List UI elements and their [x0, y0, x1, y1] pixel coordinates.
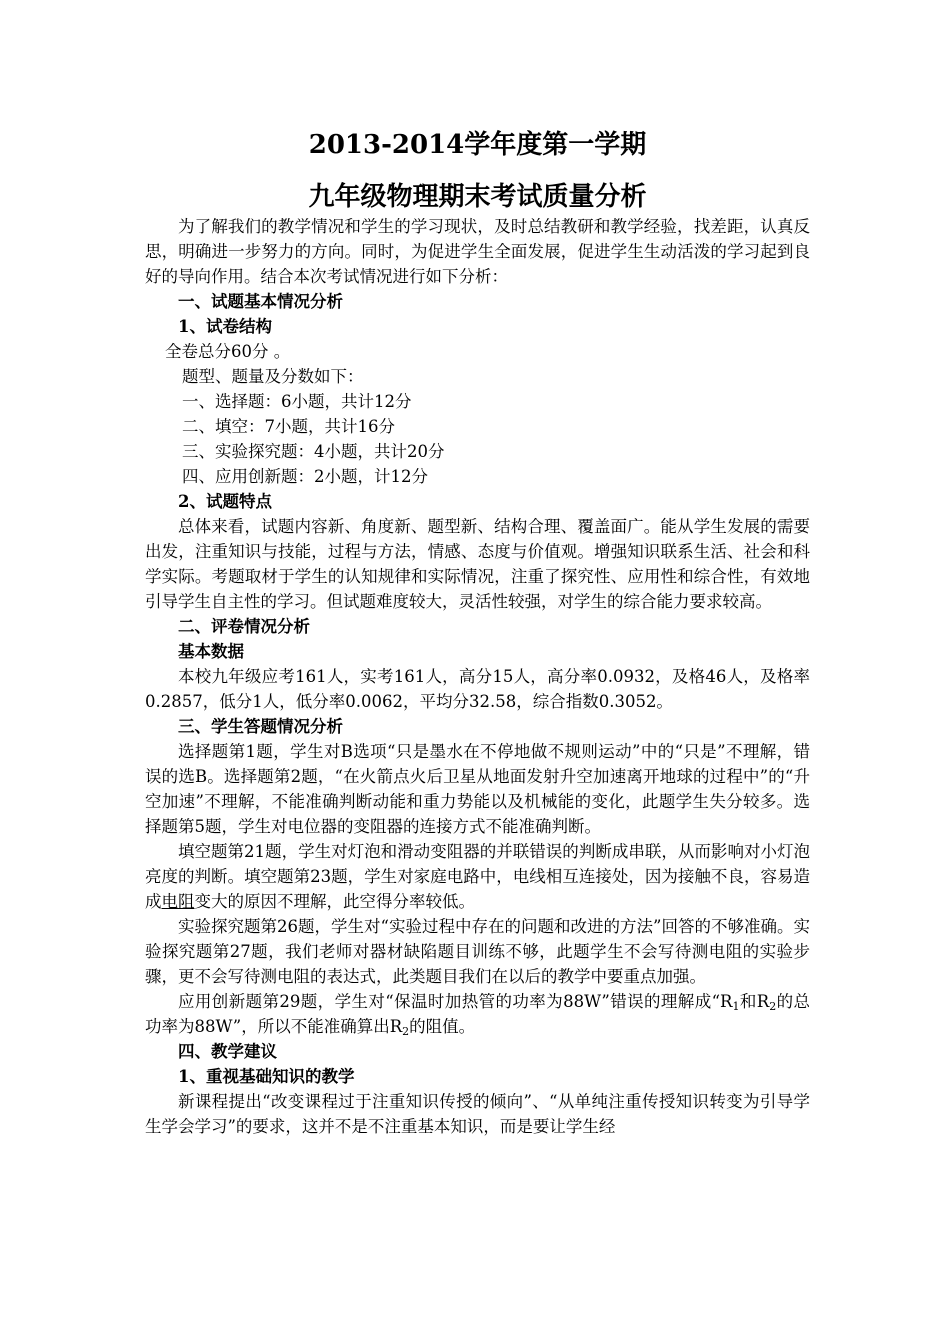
document-page — [145, 130, 810, 1139]
subscript-2: 2 — [769, 1000, 777, 1013]
question-type-line: 四、应用创新题：2小题，计12分 — [182, 467, 428, 486]
fill-analysis-paragraph — [145, 839, 810, 914]
section-1-subheading-structure: 1、试卷结构 — [178, 317, 272, 336]
section-4-heading: 四、教学建议 — [178, 1042, 277, 1061]
app-text-1: 应用创新题第29题，学生对“保温时加热管的功率为88W”错误的理解成“R — [178, 992, 733, 1011]
subscript-1: 1 — [732, 1000, 740, 1013]
question-type-line: 二、填空：7小题，共计16分 — [182, 417, 395, 436]
experiment-analysis-paragraph: 实验探究题第26题，学生对“实验过程中存在的问题和改进的方法”回答的不够准确。实验探究题第27题，我们老师对器材缺陷题目训练不够，此题学生不会写待测电阻的实验步骤，更不会写待测电阻的表达式，此类题目我们在以后的教学中要重点加强。 — [145, 917, 810, 986]
total-score-line: 全卷总分60分 。 — [165, 342, 291, 361]
basic-data-paragraph: 本校九年级应考161人，实考161人，高分15人，高分率0.0932，及格46人，及格率0.2857，低分1人，低分率0.0062，平均分32.58，综合指数0.3052。 — [145, 667, 810, 711]
section-1-subheading-features: 2、试题特点 — [178, 492, 272, 511]
section-2-subheading: 基本数据 — [178, 642, 244, 661]
app-text-2: 和R — [739, 992, 770, 1011]
title-line-1: 2013-2014学年度第一学期 — [308, 130, 647, 160]
subscript-3: 2 — [402, 1025, 410, 1038]
title-line-2: 九年级物理期末考试质量分析 — [308, 182, 647, 212]
suggestion-paragraph: 新课程提出“改变课程过于注重知识传授的倾向”、“从单纯注重传授知识转变为引导学生学会学习”的要求，这并不是不注重基本知识，而是要让学生经 — [145, 1092, 810, 1136]
app-text-3: 的总功率为88W”，所以不能准确算出R — [145, 992, 810, 1036]
question-types-intro: 题型、题量及分数如下： — [182, 367, 364, 386]
section-1-heading: 一、试题基本情况分析 — [178, 292, 343, 311]
fill-analysis-text-end: 变大的原因不理解，此空得分率较低。 — [194, 892, 475, 911]
application-analysis-paragraph — [145, 989, 810, 1039]
fill-analysis-underlined: 电阻 — [161, 892, 195, 911]
section-4-subheading: 1、重视基础知识的教学 — [178, 1067, 355, 1086]
features-paragraph: 总体来看，试题内容新、角度新、题型新、结构合理、覆盖面广。能从学生发展的需要出发，注重知识与技能，过程与方法，情感、态度与价值观。增强知识联系生活、社会和科学实际。考题取材于学生的认知规律和实际情况，注重了探究性、应用性和综合性，有效地引导学生自主性的学习。但试题难度较大，灵活性较强，对学生的综合能力要求较高。 — [145, 517, 810, 611]
section-3-heading: 三、学生答题情况分析 — [178, 717, 343, 736]
fill-analysis-text: 填空题第21题，学生对灯泡和滑动变阻器的并联错误的判断成串联，从而影响对小灯泡亮度的判断。填空题第23题，学生对家庭电路中，电线相互连接处，因为接触不良，容易造成 — [145, 842, 810, 911]
question-type-line: 一、选择题：6小题，共计12分 — [182, 392, 412, 411]
app-text-4: 的阻值。 — [409, 1017, 476, 1036]
section-2-heading: 二、评卷情况分析 — [178, 617, 310, 636]
question-type-line: 三、实验探究题：4小题，共计20分 — [182, 442, 445, 461]
choice-analysis-paragraph: 选择题第1题，学生对B选项“只是墨水在不停地做不规则运动”中的“只是”不理解，错误的选B。选择题第2题，“在火箭点火后卫星从地面发射升空加速离开地球的过程中”的“升空加速”不理解，不能准确判断动能和重力势能以及机械能的变化，此题学生失分较多。选择题第5题，学生对电位器的变阻器的连接方式不能准确判断。 — [145, 742, 810, 836]
intro-paragraph: 为了解我们的教学情况和学生的学习现状，及时总结教研和教学经验，找差距，认真反思，明确进一步努力的方向。同时，为促进学生全面发展，促进学生生动活泼的学习起到良好的导向作用。结合本次考试情况进行如下分析： — [145, 217, 810, 286]
